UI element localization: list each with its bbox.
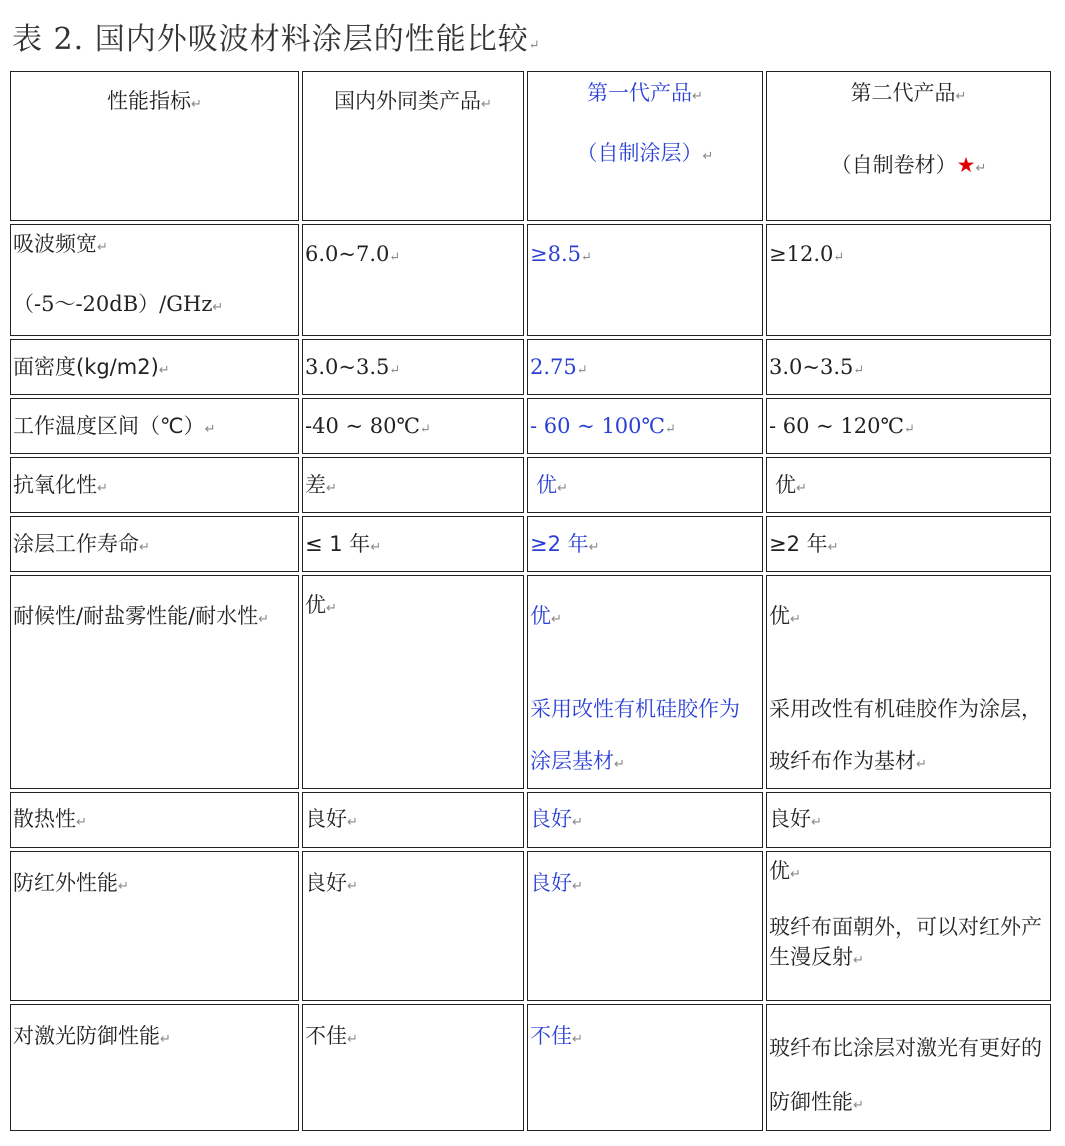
cell-value: -40 ~ 80℃ [305, 413, 420, 438]
row-label-line1: 抗氧化性 [13, 472, 97, 497]
cell-second-gen [766, 1004, 1051, 1131]
cell-domestic [302, 339, 524, 395]
cell-note: 采用改性有机硅胶作为涂层，玻纤布作为基材 [769, 696, 1042, 773]
paragraph-mark-icon: ↵ [955, 89, 967, 104]
cell-note: 采用改性有机硅胶作为涂层基材 [530, 696, 740, 773]
paragraph-mark-icon: ↵ [853, 1098, 864, 1114]
paragraph-mark-icon: ↵ [853, 362, 865, 378]
paragraph-mark-icon: ↵ [572, 878, 583, 894]
cell-note: 玻纤布面朝外，可以对红外产生漫反射 [769, 914, 1042, 970]
cell-value: ≥2 年 [530, 531, 589, 556]
row-label [10, 339, 299, 395]
paragraph-mark-icon: ↵ [572, 815, 583, 831]
table-row [10, 224, 1051, 336]
cell-domestic [302, 851, 524, 1001]
header-metric [10, 71, 299, 221]
cell-value: 优 [769, 604, 790, 628]
spacer [769, 108, 1048, 150]
row-label [10, 224, 299, 336]
row-label [10, 1004, 299, 1131]
table-row [10, 792, 1051, 848]
row-label-line1: 涂层工作寿命 [13, 531, 139, 556]
cell-value: 良好 [530, 870, 572, 895]
cell-first-gen [527, 1004, 763, 1131]
cell-first-gen [527, 792, 763, 848]
cell-domestic [302, 224, 524, 336]
cell-value: 2.75 [530, 354, 577, 379]
cell-value: 优 [530, 604, 551, 628]
row-label [10, 457, 299, 513]
cell-value: 不佳 [530, 1023, 572, 1048]
row-label-line1: 面密度(kg/m2) [13, 354, 159, 379]
cell-note: 玻纤布比涂层对激光有更好的防御性能 [769, 1035, 1042, 1115]
spacer [769, 886, 1048, 912]
row-label-line1: 散热性 [13, 807, 76, 832]
row-label-line2: （-5～-20dB）/GHz [13, 292, 213, 317]
row-label-line1: 防红外性能 [13, 870, 118, 895]
paragraph-mark-icon: ↵ [576, 362, 588, 378]
paragraph-mark-icon: ↵ [811, 815, 822, 831]
cell-first-gen [527, 339, 763, 395]
paragraph-mark-icon: ↵ [212, 300, 224, 316]
table-caption [12, 14, 541, 58]
paragraph-mark-icon: ↵ [158, 362, 170, 378]
table-row [10, 457, 1051, 513]
comparison-table [7, 68, 1054, 1134]
cell-value: 优 [536, 472, 557, 497]
paragraph-mark-icon: ↵ [389, 250, 401, 265]
cell-value: ≥8.5 [530, 242, 581, 266]
cell-value: ≤ 1 年 [305, 531, 371, 556]
paragraph-mark-icon: ↵ [665, 421, 676, 437]
paragraph-mark-icon: ↵ [581, 250, 592, 265]
paragraph-mark-icon: ↵ [347, 878, 358, 894]
row-label [10, 398, 299, 454]
cell-value: 3.0~3.5 [305, 354, 390, 379]
header-metric-label: 性能指标 [107, 89, 192, 113]
row-label [10, 575, 299, 789]
cell-value: 良好 [305, 807, 347, 832]
row-label [10, 792, 299, 848]
paragraph-mark-icon: ↵ [614, 757, 625, 772]
header-second-gen [766, 71, 1051, 221]
table-row [10, 398, 1051, 454]
cell-value: 良好 [305, 870, 347, 895]
cell-value: 3.0~3.5 [769, 354, 854, 379]
header-first-gen [527, 71, 763, 221]
cell-domestic [302, 457, 524, 513]
paragraph-mark-icon: ↵ [258, 612, 270, 627]
paragraph-mark-icon: ↵ [389, 362, 401, 378]
paragraph-mark-icon: ↵ [702, 149, 714, 165]
paragraph-mark-icon: ↵ [796, 480, 807, 496]
paragraph-mark-icon: ↵ [557, 480, 568, 496]
paragraph-mark-icon: ↵ [481, 97, 492, 112]
paragraph-mark-icon: ↵ [204, 421, 216, 437]
paragraph-mark-icon: ↵ [370, 539, 382, 555]
table-row [10, 516, 1051, 572]
star-icon: ★ [956, 153, 976, 178]
table-row [10, 851, 1051, 1001]
paragraph-mark-icon: ↵ [97, 480, 108, 496]
cell-value: 优 [775, 472, 796, 497]
paragraph-mark-icon: ↵ [347, 1031, 358, 1047]
cell-first-gen [527, 575, 763, 789]
cell-value: 不佳 [305, 1023, 347, 1048]
table-row [10, 1004, 1051, 1131]
table-header-row [10, 71, 1051, 221]
cell-second-gen [766, 398, 1051, 454]
cell-first-gen [527, 224, 763, 336]
paragraph-mark-icon: ↵ [790, 612, 801, 627]
caption-text: 表 2. 国内外吸波材料涂层的性能比较 [12, 22, 529, 57]
spacer [769, 643, 1048, 683]
cell-value: 优 [769, 858, 790, 883]
cell-first-gen [527, 516, 763, 572]
cell-second-gen [766, 339, 1051, 395]
row-label [10, 851, 299, 1001]
cell-value: 差 [305, 472, 326, 497]
cell-second-gen [766, 224, 1051, 336]
header-first-gen-line2: （自制涂层） [576, 141, 703, 166]
row-label-line1: 对激光防御性能 [13, 1023, 160, 1048]
cell-second-gen [766, 575, 1051, 789]
cell-domestic [302, 575, 524, 789]
spacer [530, 643, 760, 683]
header-domestic-foreign-label: 国内外同类产品 [334, 89, 482, 113]
paragraph-mark-icon: ↵ [827, 539, 839, 555]
paragraph-mark-icon: ↵ [160, 1031, 171, 1047]
paragraph-mark-icon: ↵ [588, 539, 600, 555]
cell-domestic [302, 398, 524, 454]
cell-value: 优 [305, 593, 326, 617]
header-first-gen-line1: 第一代产品 [587, 81, 693, 105]
paragraph-mark-icon: ↵ [790, 866, 801, 882]
cell-domestic [302, 516, 524, 572]
spacer [530, 108, 760, 138]
cell-second-gen [766, 457, 1051, 513]
cell-domestic [302, 1004, 524, 1131]
paragraph-mark-icon: ↵ [853, 953, 864, 969]
header-second-gen-line2: （自制卷材） [830, 153, 957, 178]
paragraph-mark-icon: ↵ [692, 89, 703, 104]
paragraph-mark-icon: ↵ [528, 38, 541, 53]
cell-value: 良好 [530, 807, 572, 832]
table-row [10, 339, 1051, 395]
cell-value: ≥2 年 [769, 531, 828, 556]
cell-second-gen [766, 516, 1051, 572]
row-label-line1: 吸波频宽 [13, 232, 97, 256]
row-label-line1: 工作温度区间（℃） [13, 413, 205, 438]
paragraph-mark-icon: ↵ [572, 1031, 583, 1047]
cell-first-gen [527, 398, 763, 454]
cell-value: 6.0~7.0 [305, 242, 390, 266]
cell-value: 良好 [769, 807, 811, 832]
cell-second-gen [766, 792, 1051, 848]
cell-second-gen [766, 851, 1051, 1001]
cell-value: ≥12.0 [769, 242, 834, 266]
paragraph-mark-icon: ↵ [76, 815, 87, 831]
header-domestic-foreign [302, 71, 524, 221]
paragraph-mark-icon: ↵ [118, 878, 129, 894]
cell-domestic [302, 792, 524, 848]
paragraph-mark-icon: ↵ [833, 250, 845, 265]
paragraph-mark-icon: ↵ [347, 815, 358, 831]
header-second-gen-line1: 第二代产品 [850, 81, 956, 105]
paragraph-mark-icon: ↵ [904, 421, 915, 437]
paragraph-mark-icon: ↵ [916, 757, 927, 772]
row-label [10, 516, 299, 572]
cell-value: - 60 ~ 100℃ [530, 413, 666, 438]
paragraph-mark-icon: ↵ [975, 161, 987, 177]
spacer [13, 259, 296, 289]
row-label-line1: 耐候性/耐盐雾性能/耐水性 [13, 604, 259, 628]
paragraph-mark-icon: ↵ [97, 240, 108, 255]
paragraph-mark-icon: ↵ [326, 601, 337, 616]
paragraph-mark-icon: ↵ [139, 539, 150, 555]
cell-value: - 60 ~ 120℃ [769, 413, 905, 438]
paragraph-mark-icon: ↵ [326, 480, 337, 496]
cell-first-gen [527, 457, 763, 513]
table-row [10, 575, 1051, 789]
paragraph-mark-icon: ↵ [419, 421, 431, 437]
cell-first-gen [527, 851, 763, 1001]
paragraph-mark-icon: ↵ [191, 97, 202, 112]
paragraph-mark-icon: ↵ [551, 612, 562, 627]
